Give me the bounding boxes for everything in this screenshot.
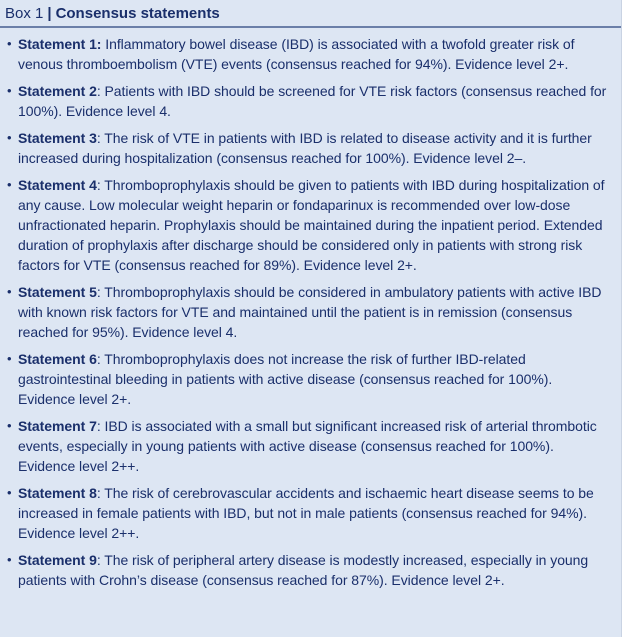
statement-label: Statement 2 xyxy=(18,83,97,99)
box-separator: | xyxy=(47,4,52,22)
statement-item-2 xyxy=(7,81,613,121)
statement-text: Inflammatory bowel disease (IBD) is associated with a twofold greater risk of venous thromboembolism (VTE) events (consensus reached for 94%). Evidence level 2+. xyxy=(18,36,575,72)
bullet-icon: • xyxy=(7,418,12,433)
statement-label: Statement 5 xyxy=(18,284,97,300)
statement-label: Statement 8 xyxy=(18,485,97,501)
statement-item-1 xyxy=(7,34,613,74)
statement-text: : Thromboprophylaxis does not increase the risk of further IBD-related gastrointestinal bleeding in patients with active disease (consensus reached for 100%). Evidence level 2+. xyxy=(18,351,553,407)
box-label: Box 1 xyxy=(5,4,44,22)
statement-label: Statement 9 xyxy=(18,552,97,568)
statement-label: Statement 3 xyxy=(18,130,97,146)
statement-item-8 xyxy=(7,483,613,543)
statement-item-4 xyxy=(7,175,613,275)
bullet-icon: • xyxy=(7,485,12,500)
box-title: Consensus statements xyxy=(55,4,220,22)
bullet-icon: • xyxy=(7,36,12,51)
statement-item-5 xyxy=(7,282,613,342)
statement-text: : The risk of VTE in patients with IBD is related to disease activity and it is further increased during hospitalization (consensus reached for 100%). Evidence level 2–. xyxy=(18,130,592,166)
statement-text: : The risk of cerebrovascular accidents and ischaemic heart disease seems to be increased in female patients with IBD, but not in male patients (consensus reached for 94%). Evidence level 2++. xyxy=(18,485,594,541)
statement-item-9 xyxy=(7,550,613,590)
bullet-icon: • xyxy=(7,177,12,192)
statement-list xyxy=(0,28,621,590)
statement-item-3 xyxy=(7,128,613,168)
bullet-icon: • xyxy=(7,552,12,567)
statement-label: Statement 6 xyxy=(18,351,97,367)
bullet-icon: • xyxy=(7,284,12,299)
statement-label: Statement 7 xyxy=(18,418,97,434)
statement-label: Statement 1: xyxy=(18,36,102,52)
box-header xyxy=(0,0,621,28)
statement-text: : Thromboprophylaxis should be given to patients with IBD during hospitalization of any cause. Low molecular weight heparin or fondaparinux is recommended over low-dose unfractionated heparin. Prophylaxis should be maintained during the inpatient period. Extended duration of prophylaxis after discharge should be considered only in patients with strong risk factors for VTE (consensus reached for 89%). Evidence level 2+. xyxy=(18,177,605,273)
statement-label: Statement 4 xyxy=(18,177,97,193)
bullet-icon: • xyxy=(7,83,12,98)
bullet-icon: • xyxy=(7,351,12,366)
statement-item-7 xyxy=(7,416,613,476)
bullet-icon: • xyxy=(7,130,12,145)
statement-item-6 xyxy=(7,349,613,409)
statement-text: : Thromboprophylaxis should be considered in ambulatory patients with active IBD with known risk factors for VTE and maintained until the patient is in remission (consensus reached for 95%). Evidence level 4. xyxy=(18,284,602,340)
statement-text: : Patients with IBD should be screened for VTE risk factors (consensus reached for 100%). Evidence level 4. xyxy=(18,83,607,119)
statement-text: : The risk of peripheral artery disease is modestly increased, especially in young patients with Crohn’s disease (consensus reached for 87%). Evidence level 2+. xyxy=(18,552,589,588)
statement-text: : IBD is associated with a small but significant increased risk of arterial thrombotic events, especially in young patients with active disease (consensus reached for 100%). Evidence level 2++. xyxy=(18,418,597,474)
